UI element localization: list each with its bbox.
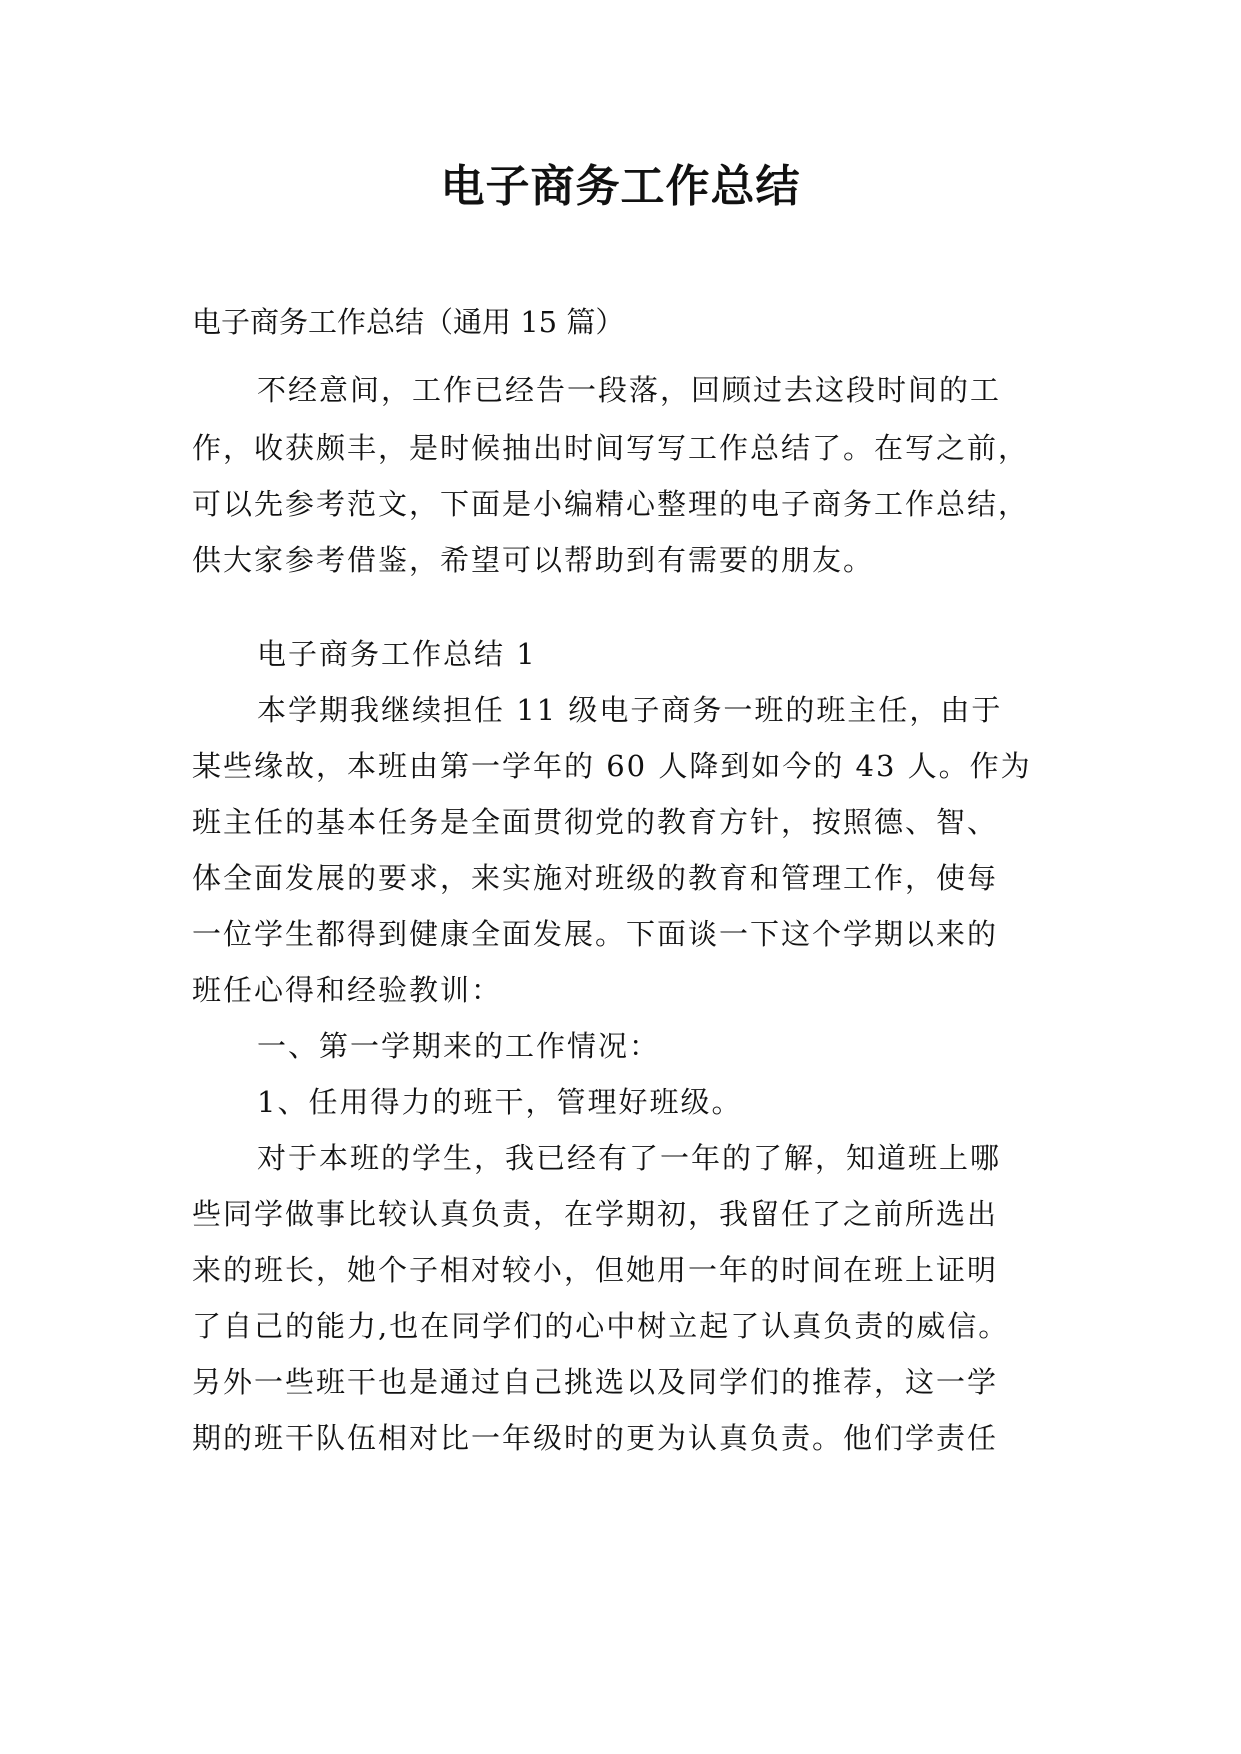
paragraph-line: 了自己的能力,也在同学们的心中树立起了认真负责的威信。 — [192, 1309, 1010, 1343]
intro-line: 供大家参考借鉴，希望可以帮助到有需要的朋友。 — [192, 543, 875, 577]
paragraph-line: 期的班干队伍相对比一年级时的更为认真负责。他们学责任 — [192, 1421, 999, 1455]
document-title: 电子商务工作总结 — [440, 161, 801, 212]
paragraph-line: 体全面发展的要求，来实施对班级的教育和管理工作，使每 — [192, 861, 999, 895]
paragraph-line: 一位学生都得到健康全面发展。下面谈一下这个学期以来的 — [192, 917, 999, 951]
paragraph-line: 本学期我继续担任 11 级电子商务一班的班主任，由于 — [257, 693, 1003, 727]
intro-line: 作，收获颇丰，是时候抽出时间写写工作总结了。在写之前， — [192, 431, 1030, 465]
paragraph-line: 另外一些班干也是通过自己挑选以及同学们的推荐，这一学 — [192, 1365, 999, 1399]
paragraph-line: 班任心得和经验教训： — [192, 973, 503, 1007]
intro-line: 可以先参考范文，下面是小编精心整理的电子商务工作总结， — [192, 487, 1030, 521]
section-heading: 电子商务工作总结 1 — [257, 637, 537, 671]
document-subtitle: 电子商务工作总结（通用 15 篇） — [192, 305, 625, 339]
paragraph-line: 某些缘故，本班由第一学年的 60 人降到如今的 43 人。作为 — [192, 749, 1032, 783]
subheading: 1、任用得力的班干，管理好班级。 — [257, 1085, 743, 1119]
intro-line: 不经意间，工作已经告一段落，回顾过去这段时间的工 — [257, 373, 1002, 407]
paragraph-line: 班主任的基本任务是全面贯彻党的教育方针，按照德、智、 — [192, 805, 999, 839]
paragraph-line: 些同学做事比较认真负责，在学期初，我留任了之前所选出 — [192, 1197, 999, 1231]
paragraph-line: 对于本班的学生，我已经有了一年的了解，知道班上哪 — [257, 1141, 1002, 1175]
subheading: 一、第一学期来的工作情况： — [257, 1029, 661, 1063]
paragraph-line: 来的班长，她个子相对较小，但她用一年的时间在班上证明 — [192, 1253, 999, 1287]
